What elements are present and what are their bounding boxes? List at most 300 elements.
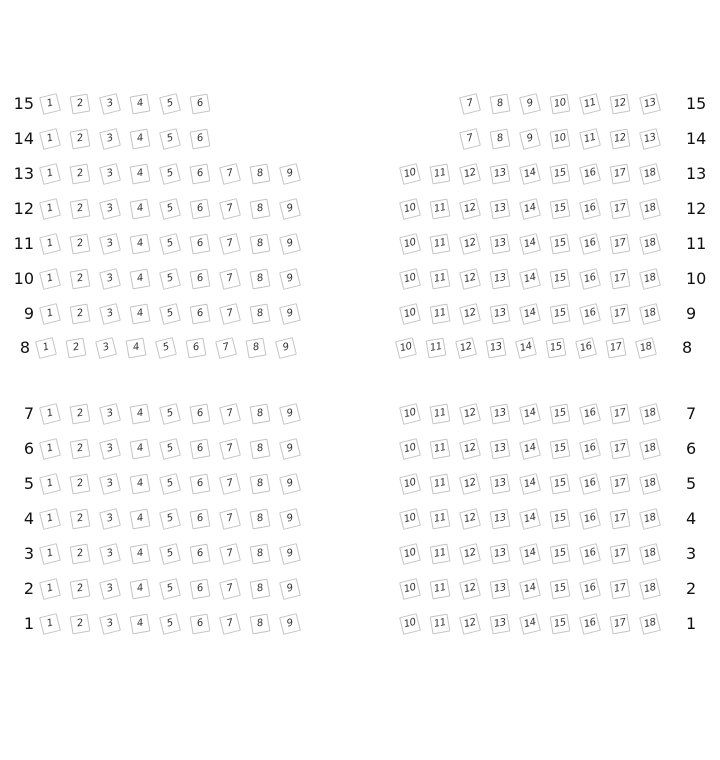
seat-button[interactable] [430, 474, 451, 495]
seat-button[interactable] [190, 404, 211, 425]
seat-button[interactable] [639, 303, 661, 325]
row-label-right: 4 [686, 509, 697, 528]
seat-button[interactable] [190, 269, 211, 290]
seat-button[interactable] [130, 439, 151, 460]
seat-button[interactable] [39, 93, 61, 115]
seat-button[interactable] [399, 403, 421, 425]
seat-button[interactable] [39, 438, 61, 460]
seat-button[interactable] [279, 163, 301, 185]
seat-button[interactable] [490, 579, 511, 600]
row-label-left: 7 [23, 404, 34, 423]
seat-button[interactable] [39, 268, 61, 290]
row-label-right: 7 [686, 404, 697, 423]
seat-button[interactable] [39, 578, 61, 600]
seat-button[interactable] [579, 403, 601, 425]
seat-button[interactable] [399, 268, 421, 290]
seat-button[interactable] [39, 473, 61, 495]
seat-button[interactable] [490, 129, 511, 150]
seat-button[interactable] [579, 268, 601, 290]
seat-button[interactable] [70, 234, 91, 255]
seat-button[interactable] [215, 337, 237, 359]
seat-button[interactable] [70, 304, 91, 325]
seat-button[interactable] [159, 233, 181, 255]
seat-button[interactable] [99, 543, 121, 565]
seat-button[interactable] [70, 269, 91, 290]
seat-button[interactable] [70, 579, 91, 600]
seat-button[interactable] [130, 94, 151, 115]
seat-button[interactable] [579, 93, 601, 115]
seat-button[interactable] [279, 613, 301, 635]
seat-button[interactable] [70, 439, 91, 460]
seat-button[interactable] [519, 268, 541, 290]
seat-button[interactable] [99, 268, 121, 290]
seat-button[interactable] [250, 269, 271, 290]
seat-button[interactable] [219, 543, 241, 565]
seat-button[interactable] [430, 579, 451, 600]
seat-button[interactable] [159, 198, 181, 220]
seat-button[interactable] [70, 404, 91, 425]
seat-button[interactable] [579, 438, 601, 460]
seat-button[interactable] [399, 438, 421, 460]
seat-button[interactable] [639, 403, 661, 425]
seat-button[interactable] [519, 508, 541, 530]
seat-button[interactable] [610, 579, 631, 600]
seat-button[interactable] [459, 128, 481, 150]
seat-number: 10 [553, 97, 567, 110]
seat-number: 5 [165, 132, 175, 145]
seat-button[interactable] [519, 303, 541, 325]
seat-button[interactable] [159, 438, 181, 460]
seat-button[interactable] [190, 234, 211, 255]
seat-button[interactable] [490, 474, 511, 495]
seat-button[interactable] [99, 128, 121, 150]
seat-button[interactable] [126, 338, 147, 359]
seat-button[interactable] [279, 268, 301, 290]
seat-button[interactable] [459, 438, 481, 460]
seat-number: 14 [522, 306, 537, 321]
seat-button[interactable] [550, 544, 571, 565]
seat-button[interactable] [550, 129, 571, 150]
seat-button[interactable] [190, 474, 211, 495]
seat-button[interactable] [70, 474, 91, 495]
seat-button[interactable] [519, 473, 541, 495]
seat-button[interactable] [519, 93, 541, 115]
seat-number: 11 [582, 131, 597, 146]
seat-number: 1 [45, 617, 55, 630]
seat-button[interactable] [459, 163, 481, 185]
seat-button[interactable] [519, 233, 541, 255]
seat-button[interactable] [190, 614, 211, 635]
seat-button[interactable] [579, 128, 601, 150]
seat-button[interactable] [130, 614, 151, 635]
seat-button[interactable] [39, 163, 61, 185]
seat-button[interactable] [550, 269, 571, 290]
seat-button[interactable] [399, 233, 421, 255]
seat-button[interactable] [459, 268, 481, 290]
seat-button[interactable] [579, 233, 601, 255]
row-label-left: 12 [13, 199, 34, 218]
seat-button[interactable] [519, 438, 541, 460]
seat-button[interactable] [250, 404, 271, 425]
seat-number: 1 [45, 272, 55, 285]
seat-button[interactable] [279, 303, 301, 325]
seat-button[interactable] [39, 543, 61, 565]
seat-button[interactable] [430, 509, 451, 530]
seat-button[interactable] [279, 508, 301, 530]
seat-button[interactable] [430, 404, 451, 425]
seat-number: 17 [613, 202, 627, 215]
seat-button[interactable] [190, 509, 211, 530]
seat-button[interactable] [490, 199, 511, 220]
seat-number: 14 [522, 581, 537, 596]
seat-number: 13 [493, 582, 507, 595]
seat-button[interactable] [550, 614, 571, 635]
seat-button[interactable] [430, 304, 451, 325]
seat-button[interactable] [219, 438, 241, 460]
seat-button[interactable] [279, 403, 301, 425]
seat-button[interactable] [490, 164, 511, 185]
seat-button[interactable] [159, 578, 181, 600]
seat-button[interactable] [275, 337, 297, 359]
seat-button[interactable] [130, 474, 151, 495]
seat-button[interactable] [70, 199, 91, 220]
seat-button[interactable] [99, 508, 121, 530]
seat-button[interactable] [610, 474, 631, 495]
seat-button[interactable] [550, 304, 571, 325]
seat-button[interactable] [250, 439, 271, 460]
seat-button[interactable] [246, 338, 267, 359]
seat-number: 16 [582, 546, 597, 561]
seat-button[interactable] [190, 129, 211, 150]
seat-button[interactable] [426, 338, 447, 359]
seat-button[interactable] [39, 128, 61, 150]
seat-button[interactable] [579, 613, 601, 635]
seat-button[interactable] [639, 543, 661, 565]
seat-button[interactable] [459, 233, 481, 255]
seat-button[interactable] [610, 509, 631, 530]
seat-button[interactable] [639, 198, 661, 220]
seat-button[interactable] [99, 233, 121, 255]
seat-button[interactable] [550, 404, 571, 425]
seat-button[interactable] [130, 509, 151, 530]
seat-number: 8 [256, 407, 264, 420]
seat-button[interactable] [579, 303, 601, 325]
seat-button[interactable] [190, 199, 211, 220]
seat-button[interactable] [190, 439, 211, 460]
seat-button[interactable] [399, 578, 421, 600]
seat-button[interactable] [250, 544, 271, 565]
seat-button[interactable] [430, 164, 451, 185]
seat-button[interactable] [610, 94, 631, 115]
seat-button[interactable] [639, 578, 661, 600]
seat-button[interactable] [459, 578, 481, 600]
seat-button[interactable] [575, 337, 597, 359]
seat-button[interactable] [250, 579, 271, 600]
seat-button[interactable] [66, 338, 87, 359]
seat-button[interactable] [579, 578, 601, 600]
seat-button[interactable] [250, 234, 271, 255]
seat-button[interactable] [130, 544, 151, 565]
seat-button[interactable] [459, 303, 481, 325]
seat-button[interactable] [459, 613, 481, 635]
seat-button[interactable] [430, 614, 451, 635]
seat-button[interactable] [219, 403, 241, 425]
seat-button[interactable] [190, 304, 211, 325]
seat-button[interactable] [519, 543, 541, 565]
seat-button[interactable] [639, 163, 661, 185]
seat-button[interactable] [399, 303, 421, 325]
seat-button[interactable] [186, 338, 207, 359]
seat-button[interactable] [130, 579, 151, 600]
seat-button[interactable] [219, 233, 241, 255]
seat-button[interactable] [610, 544, 631, 565]
seat-button[interactable] [459, 198, 481, 220]
seat-button[interactable] [395, 337, 417, 359]
seat-button[interactable] [219, 303, 241, 325]
seat-button[interactable] [130, 164, 151, 185]
seat-button[interactable] [190, 94, 211, 115]
seat-button[interactable] [279, 198, 301, 220]
seat-button[interactable] [399, 198, 421, 220]
seat-button[interactable] [550, 199, 571, 220]
seat-button[interactable] [99, 93, 121, 115]
seat-button[interactable] [459, 543, 481, 565]
seat-button[interactable] [639, 128, 661, 150]
seat-button[interactable] [39, 303, 61, 325]
seat-button[interactable] [490, 509, 511, 530]
seat-button[interactable] [639, 438, 661, 460]
seat-button[interactable] [130, 404, 151, 425]
seat-button[interactable] [250, 509, 271, 530]
seat-button[interactable] [39, 233, 61, 255]
seat-button[interactable] [430, 439, 451, 460]
seat-button[interactable] [399, 543, 421, 565]
seat-button[interactable] [579, 198, 601, 220]
seat-button[interactable] [519, 578, 541, 600]
seat-button[interactable] [515, 337, 537, 359]
seat-button[interactable] [159, 128, 181, 150]
seat-button[interactable] [70, 129, 91, 150]
seat-button[interactable] [639, 93, 661, 115]
seat-button[interactable] [99, 613, 121, 635]
seat-button[interactable] [490, 404, 511, 425]
seat-button[interactable] [430, 544, 451, 565]
seat-number: 9 [285, 477, 295, 490]
seat-number: 8 [256, 477, 264, 490]
seat-button[interactable] [219, 163, 241, 185]
seat-number: 12 [462, 616, 477, 631]
seat-button[interactable] [219, 473, 241, 495]
seat-button[interactable] [130, 269, 151, 290]
seat-button[interactable] [39, 613, 61, 635]
seat-button[interactable] [430, 269, 451, 290]
seat-button[interactable] [519, 613, 541, 635]
seat-button[interactable] [99, 438, 121, 460]
seat-number: 10 [402, 581, 417, 596]
seat-button[interactable] [99, 473, 121, 495]
seat-button[interactable] [610, 614, 631, 635]
seat-button[interactable] [130, 199, 151, 220]
seat-button[interactable] [190, 579, 211, 600]
seat-number: 7 [221, 341, 231, 354]
seat-button[interactable] [459, 473, 481, 495]
seat-button[interactable] [159, 473, 181, 495]
seat-button[interactable] [219, 613, 241, 635]
seat-button[interactable] [279, 473, 301, 495]
seat-button[interactable] [250, 199, 271, 220]
seat-button[interactable] [550, 474, 571, 495]
seat-button[interactable] [159, 403, 181, 425]
seat-button[interactable] [95, 337, 117, 359]
seat-button[interactable] [130, 304, 151, 325]
seat-button[interactable] [519, 198, 541, 220]
seat-button[interactable] [519, 403, 541, 425]
seat-button[interactable] [159, 543, 181, 565]
seat-button[interactable] [99, 303, 121, 325]
seat-number: 5 [165, 202, 175, 215]
seat-button[interactable] [219, 578, 241, 600]
seat-button[interactable] [639, 508, 661, 530]
row-label-left: 11 [13, 234, 34, 253]
seat-number: 4 [136, 97, 144, 110]
seat-button[interactable] [610, 404, 631, 425]
seat-button[interactable] [490, 439, 511, 460]
seat-button[interactable] [610, 304, 631, 325]
seat-button[interactable] [219, 268, 241, 290]
seat-button[interactable] [99, 198, 121, 220]
seat-number: 6 [196, 202, 204, 215]
seat-button[interactable] [70, 164, 91, 185]
seat-button[interactable] [155, 337, 177, 359]
seat-button[interactable] [70, 94, 91, 115]
seat-button[interactable] [219, 508, 241, 530]
seat-button[interactable] [159, 93, 181, 115]
seat-button[interactable] [279, 233, 301, 255]
seat-button[interactable] [70, 544, 91, 565]
seat-button[interactable] [430, 234, 451, 255]
seat-button[interactable] [399, 163, 421, 185]
seat-button[interactable] [490, 304, 511, 325]
seat-button[interactable] [610, 164, 631, 185]
seat-button[interactable] [190, 164, 211, 185]
seat-number: 14 [522, 476, 537, 491]
seat-button[interactable] [159, 303, 181, 325]
seat-button[interactable] [550, 234, 571, 255]
seat-button[interactable] [250, 474, 271, 495]
seat-button[interactable] [99, 163, 121, 185]
seat-button[interactable] [635, 337, 657, 359]
seat-number: 10 [402, 546, 417, 561]
seat-button[interactable] [99, 403, 121, 425]
seat-button[interactable] [159, 508, 181, 530]
seat-button[interactable] [250, 614, 271, 635]
seat-button[interactable] [639, 268, 661, 290]
seat-number: 2 [76, 167, 84, 180]
seat-button[interactable] [490, 614, 511, 635]
seat-button[interactable] [490, 94, 511, 115]
seat-button[interactable] [546, 338, 567, 359]
seat-button[interactable] [550, 509, 571, 530]
seat-number: 11 [433, 582, 447, 595]
seat-number: 3 [105, 582, 115, 595]
seat-button[interactable] [219, 198, 241, 220]
seat-button[interactable] [250, 304, 271, 325]
seat-button[interactable] [610, 199, 631, 220]
seat-button[interactable] [550, 579, 571, 600]
seat-number: 12 [462, 581, 477, 596]
seat-button[interactable] [430, 199, 451, 220]
seat-button[interactable] [610, 269, 631, 290]
seat-button[interactable] [39, 198, 61, 220]
seat-button[interactable] [159, 613, 181, 635]
seat-button[interactable] [99, 578, 121, 600]
seat-button[interactable] [606, 338, 627, 359]
seat-button[interactable] [39, 508, 61, 530]
seat-button[interactable] [490, 269, 511, 290]
seat-button[interactable] [639, 233, 661, 255]
seat-button[interactable] [459, 508, 481, 530]
seat-number: 15 [553, 582, 567, 595]
seat-button[interactable] [399, 508, 421, 530]
seat-button[interactable] [459, 93, 481, 115]
seat-button[interactable] [279, 438, 301, 460]
seat-number: 18 [638, 340, 653, 355]
seat-button[interactable] [579, 543, 601, 565]
seat-button[interactable] [35, 337, 57, 359]
seat-number: 6 [196, 272, 204, 285]
seat-button[interactable] [550, 439, 571, 460]
seat-button[interactable] [490, 234, 511, 255]
seat-number: 3 [105, 407, 115, 420]
seat-button[interactable] [610, 129, 631, 150]
seat-button[interactable] [70, 509, 91, 530]
seat-button[interactable] [579, 163, 601, 185]
seat-button[interactable] [519, 163, 541, 185]
seat-button[interactable] [550, 94, 571, 115]
seat-button[interactable] [610, 439, 631, 460]
seat-button[interactable] [639, 473, 661, 495]
seat-button[interactable] [130, 234, 151, 255]
seat-button[interactable] [486, 338, 507, 359]
seat-button[interactable] [459, 403, 481, 425]
seat-button[interactable] [550, 164, 571, 185]
seat-number: 8 [256, 307, 264, 320]
seat-button[interactable] [250, 164, 271, 185]
seat-button[interactable] [579, 508, 601, 530]
seat-button[interactable] [490, 544, 511, 565]
seat-button[interactable] [159, 268, 181, 290]
seat-number: 7 [225, 617, 235, 630]
seat-button[interactable] [610, 234, 631, 255]
seat-button[interactable] [399, 473, 421, 495]
seat-button[interactable] [455, 337, 477, 359]
seat-button[interactable] [399, 613, 421, 635]
seat-button[interactable] [279, 578, 301, 600]
seat-button[interactable] [130, 129, 151, 150]
seat-number: 15 [553, 307, 567, 320]
seat-button[interactable] [39, 403, 61, 425]
seat-button[interactable] [639, 613, 661, 635]
seat-number: 16 [578, 340, 593, 355]
seat-button[interactable] [519, 128, 541, 150]
seat-button[interactable] [190, 544, 211, 565]
seat-button[interactable] [279, 543, 301, 565]
seat-button[interactable] [579, 473, 601, 495]
seat-button[interactable] [70, 614, 91, 635]
seat-number: 6 [196, 237, 204, 250]
seat-number: 7 [225, 407, 235, 420]
seat-button[interactable] [159, 163, 181, 185]
